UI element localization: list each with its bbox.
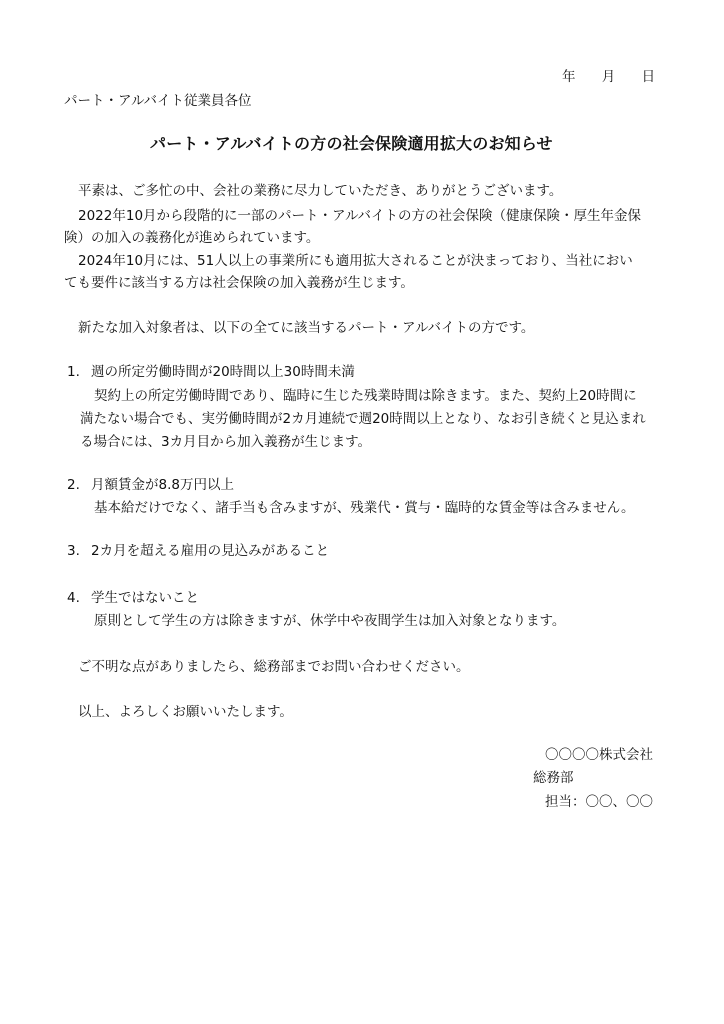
- intro-line-4: 2024年10月には、51人以上の事業所にも適用拡大されることが決まっており、当社におい: [78, 253, 633, 269]
- signature-company: 〇〇〇〇株式会社: [545, 747, 653, 763]
- page-title: パート・アルバイトの方の社会保険適用拡大のお知らせ: [150, 134, 553, 153]
- condition-1-detail-1: 契約上の所定労働時間であり、臨時に生じた残業時間は除きます。また、契約上20時間に: [94, 388, 637, 404]
- signature-person: 担当：〇〇、〇〇: [545, 794, 653, 810]
- condition-3-heading: 2カ月を超える雇用の見込みがあること: [91, 543, 330, 559]
- condition-1-detail-2: 満たない場合でも、実労働時間が2カ月連続で週20時間以上となり、なお引き続くと見込まれ: [80, 411, 646, 427]
- date-day: 日: [641, 69, 656, 85]
- condition-3-number: 3.: [67, 543, 80, 559]
- condition-4-detail-1: 原則として学生の方は除きますが、休学中や夜間学生は加入対象となります。: [94, 613, 566, 629]
- intro-line-5: ても要件に該当する方は社会保険の加入義務が生じます。: [64, 275, 414, 291]
- condition-2-heading: 月額賃金が8.8万円以上: [91, 477, 234, 493]
- recipient: パート・アルバイト従業員各位: [64, 93, 252, 109]
- intro-line-2: 2022年10月から段階的に一部のパート・アルバイトの方の社会保険（健康保険・厚生年金保: [78, 208, 642, 224]
- lead-text: 新たな加入対象者は、以下の全てに該当するパート・アルバイトの方です。: [78, 320, 535, 336]
- signature-department: 総務部: [533, 770, 574, 786]
- intro-line-3: 険）の加入の義務化が進められています。: [64, 230, 320, 246]
- date-line: [562, 67, 655, 87]
- condition-2-detail-1: 基本給だけでなく、諸手当も含みますが、残業代・賞与・臨時的な賃金等は含みません。: [94, 500, 635, 516]
- date-month: 月: [601, 69, 616, 85]
- condition-2-number: 2.: [67, 477, 80, 493]
- condition-1-number: 1.: [67, 364, 80, 380]
- closing-text: 以上、よろしくお願いいたします。: [78, 704, 293, 720]
- condition-1-detail-3: る場合には、3カ月目から加入義務が生じます。: [80, 434, 372, 450]
- intro-line-1: 平素は、ご多忙の中、会社の業務に尽力していただき、ありがとうございます。: [78, 183, 563, 199]
- condition-4-heading: 学生ではないこと: [91, 590, 199, 606]
- date-year: 年: [562, 69, 576, 85]
- condition-4-number: 4.: [67, 590, 80, 606]
- contact-text: ご不明な点がありましたら、総務部までお問い合わせください。: [78, 659, 470, 675]
- condition-1-heading: 週の所定労働時間が20時間以上30時間未満: [91, 364, 355, 380]
